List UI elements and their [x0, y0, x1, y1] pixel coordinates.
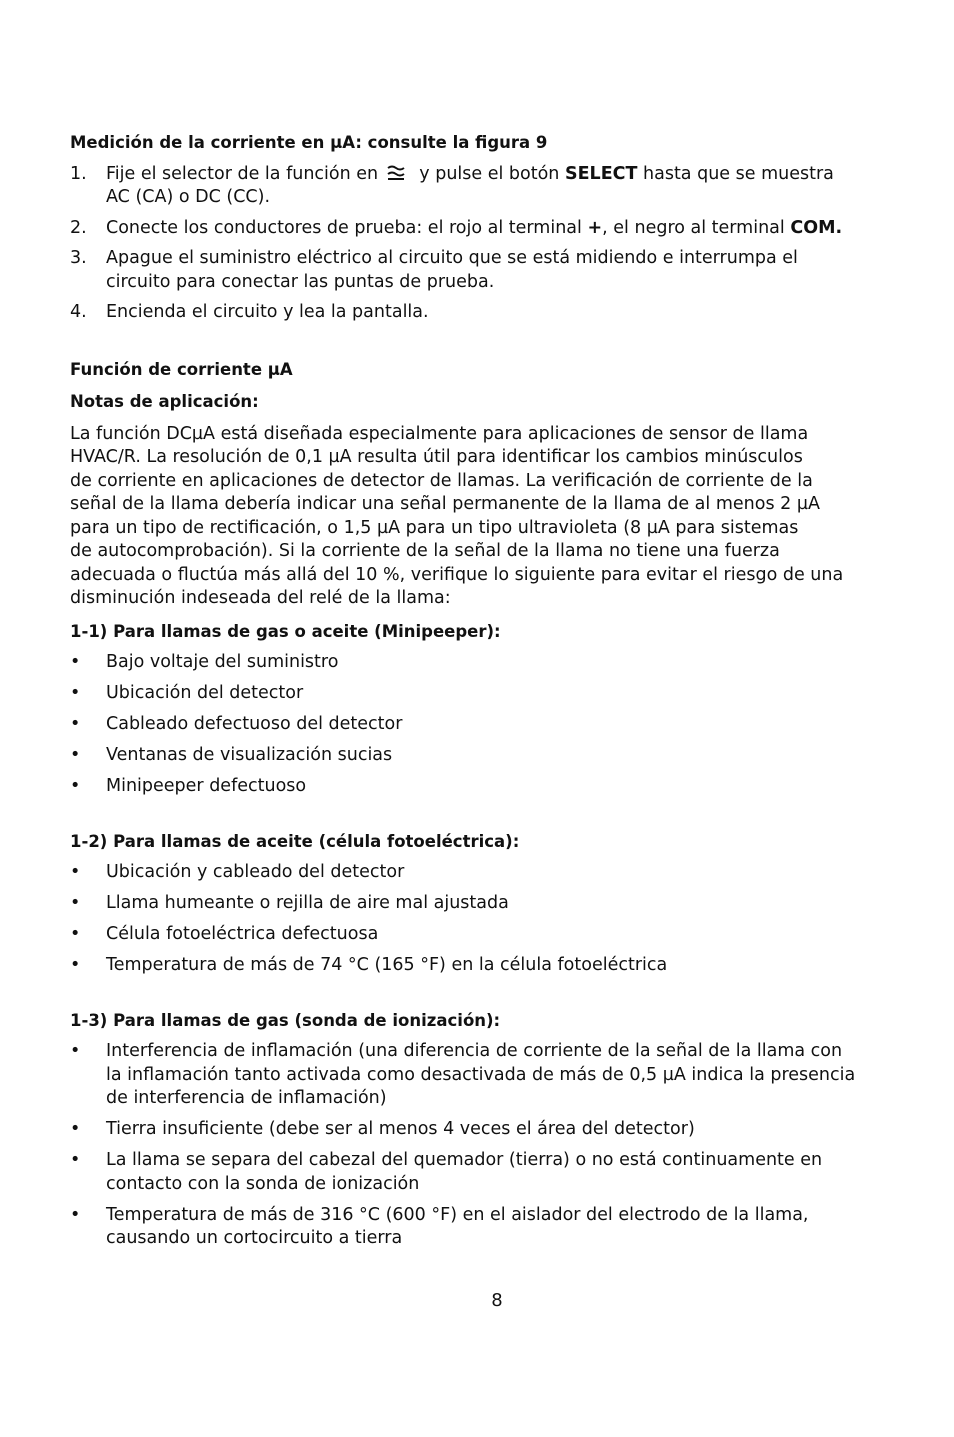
list-item: • Temperatura de más de 316 °C (600 °F) en el aislador del electrodo de la llama, causando un cortocircuito a tierra [70, 1204, 809, 1248]
section-heading-ua-function: Función de corriente µA [70, 359, 293, 379]
step-number: 2. [70, 217, 87, 238]
bullet: • [70, 745, 81, 765]
step-2: 2. Conecte los conductores de prueba: el rojo al terminal +, el negro al terminal COM. [70, 217, 885, 241]
list-item: • Célula fotoeléctrica defectuosa [70, 923, 885, 947]
group-heading-minipeeper: 1-1) Para llamas de gas o aceite (Minipeeper): [70, 621, 501, 641]
step-number: 3. [70, 248, 87, 268]
bullet: • [70, 924, 81, 944]
application-notes-heading: Notas de aplicación: [70, 392, 259, 411]
step-3: 3. Apague el suministro eléctrico al circuito que se está midiendo e interrumpa el circuito para conectar las puntas de prueba. [70, 248, 798, 292]
list-item: • Bajo voltaje del suministro [70, 651, 885, 675]
page-content [70, 131, 885, 1251]
list-item: • Llama humeante o rejilla de aire mal ajustada [70, 892, 885, 916]
bullet: • [70, 1150, 81, 1170]
ac-dc-selector-icon [386, 164, 408, 182]
bullet: • [70, 1041, 81, 1061]
step-number: 1. [70, 163, 87, 184]
step-1: 1. Fije el selector de la función en y pulse el botón SELECT hasta que se muestra AC (CA) o DC (CC). [70, 163, 834, 207]
bullet: • [70, 714, 81, 734]
bullet: • [70, 1119, 81, 1139]
list-item: • Cableado defectuoso del detector [70, 713, 885, 737]
application-notes-paragraph: La función DCµA está diseñada especialmente para aplicaciones de sensor de llama HVAC/R. La resolución de 0,1 µA resulta útil para identificar los cambios minúsculos de corriente en aplicaciones de detector de llamas. La verificación de corriente de la señal de la llama debería indicar una señal permanente de la llama de al menos 2 µA para un tipo de rectificación, o 1,5 µA para un tipo ultravioleta (8 µA para sistemas de autocomprobación). Si la corriente de la señal de la llama no tiene una fuerza adecuada o fluctúa más allá del 10 %, verifique lo siguiente para evitar el riesgo de una disminución indeseada del relé de la llama: [70, 423, 844, 608]
group-heading-ionization: 1-3) Para llamas de gas (sonda de ionización): [70, 1010, 501, 1030]
list-item: • Ubicación del detector [70, 682, 885, 706]
list-item: • Temperatura de más de 74 °C (165 °F) en la célula fotoeléctrica [70, 954, 885, 978]
group-heading-photocell: 1-2) Para llamas de aceite (célula fotoeléctrica): [70, 831, 520, 851]
bullet: • [70, 1204, 81, 1225]
list-item: • Ubicación y cableado del detector [70, 861, 885, 885]
bullet: • [70, 955, 81, 975]
page-number: 8 [491, 1290, 503, 1311]
list-item: • La llama se separa del cabezal del quemador (tierra) o no está continuamente en contacto con la sonda de ionización [70, 1150, 823, 1194]
bullet: • [70, 893, 81, 913]
list-item: • Minipeeper defectuoso [70, 775, 885, 799]
select-button-label: SELECT [564, 163, 638, 184]
bullet: • [70, 776, 81, 796]
section-heading-measure-ua: Medición de la corriente en µA: consulte la figura 9 [70, 133, 548, 152]
bullet: • [70, 683, 81, 703]
step-4: 4. Encienda el circuito y lea la pantalla. [70, 301, 885, 325]
list-item: • Tierra insuficiente (debe ser al menos 4 veces el área del detector) [70, 1118, 885, 1142]
list-item: • Interferencia de inflamación (una diferencia de corriente de la señal de la llama con la inflamación tanto activada como desactivada de más de 0,5 µA indica la presencia de interferencia de inflamación) [70, 1041, 856, 1108]
bullet: • [70, 862, 81, 882]
step-number: 4. [70, 302, 87, 322]
bullet: • [70, 652, 81, 672]
list-item: • Ventanas de visualización sucias [70, 744, 885, 768]
